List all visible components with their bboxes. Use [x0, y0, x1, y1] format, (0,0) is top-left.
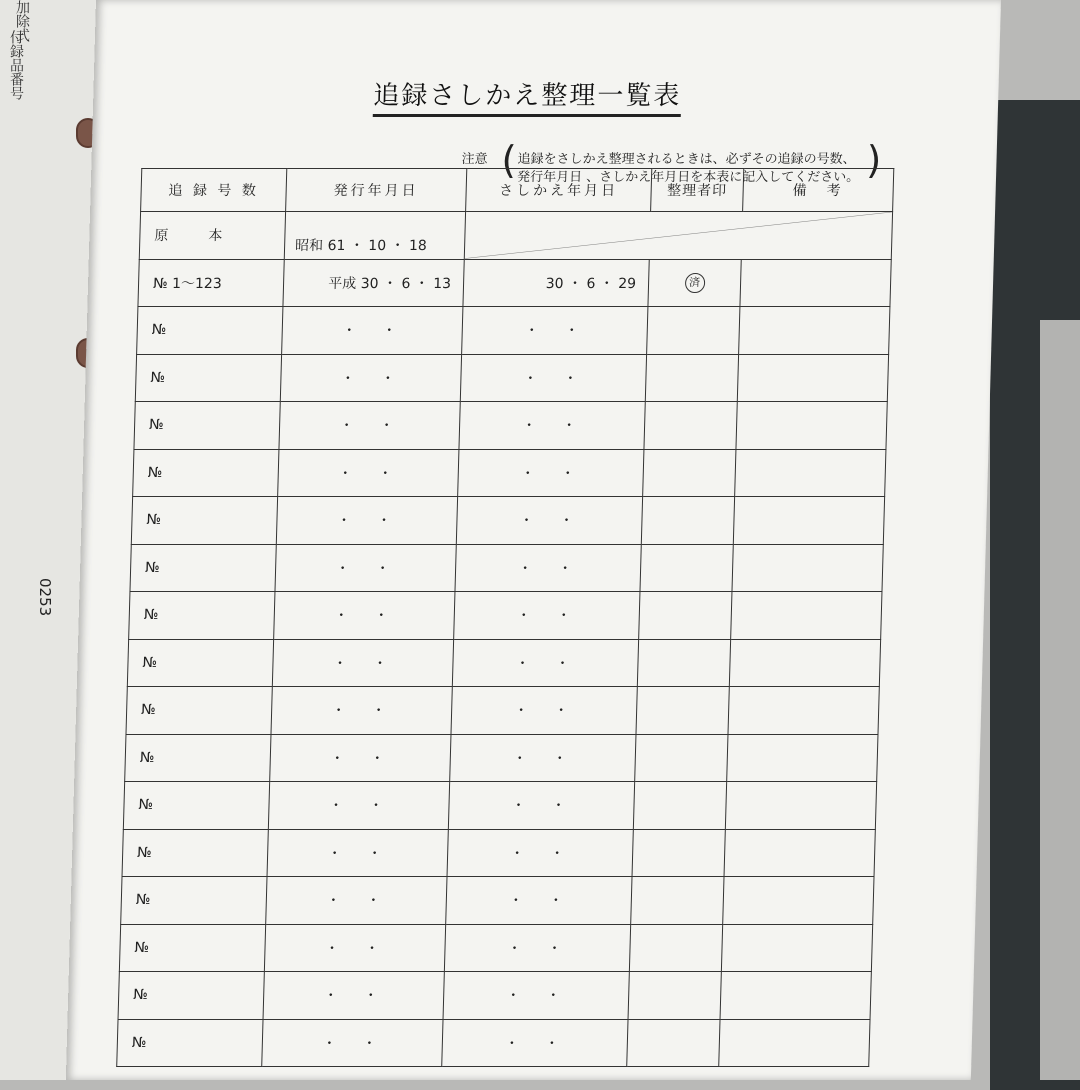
row-no[interactable]: №	[133, 449, 279, 497]
first-row-no[interactable]: № 1〜123	[138, 259, 284, 307]
table-row	[119, 924, 872, 972]
left-page-text-2: 付録品番号	[8, 30, 24, 100]
row-issue-date[interactable]: ・ ・	[268, 782, 449, 830]
row-stamp[interactable]	[641, 497, 734, 545]
row-replace-date[interactable]: ・ ・	[451, 687, 637, 735]
row-no[interactable]: №	[135, 354, 281, 402]
first-row-stamp-cell[interactable]	[648, 259, 741, 307]
row-replace-date[interactable]: ・ ・	[447, 829, 633, 877]
row-remarks[interactable]	[728, 687, 879, 735]
row-no[interactable]: №	[123, 782, 269, 830]
row-replace-date[interactable]: ・ ・	[458, 449, 644, 497]
left-page-text-1: 加除式	[14, 0, 30, 42]
table-row	[129, 592, 882, 640]
row-issue-date[interactable]: ・ ・	[279, 402, 460, 450]
row-stamp[interactable]	[636, 687, 729, 735]
row-stamp[interactable]	[629, 924, 722, 972]
diagonal-line	[465, 212, 892, 259]
row-stamp[interactable]	[640, 544, 733, 592]
note-line-1: 追録をさしかえ整理されるときは、必ずその追録の号数、	[517, 152, 856, 167]
row-replace-date[interactable]: ・ ・	[455, 544, 641, 592]
row-remarks[interactable]	[719, 1019, 870, 1067]
table-row	[133, 449, 886, 497]
header-issue-date: 発行年月日	[286, 169, 467, 212]
row-no[interactable]: №	[134, 402, 280, 450]
table-row	[131, 497, 884, 545]
row-replace-date[interactable]: ・ ・	[454, 592, 640, 640]
note-line-2: 発行年月日 、さしかえ年月日を本表に記入してください。	[516, 170, 860, 185]
table-row	[135, 354, 888, 402]
row-remarks[interactable]	[732, 544, 883, 592]
original-label: 原 本	[139, 212, 285, 260]
row-remarks[interactable]	[723, 877, 874, 925]
table-row-first	[138, 259, 891, 307]
row-issue-date[interactable]: ・ ・	[275, 544, 456, 592]
row-replace-date[interactable]: ・ ・	[450, 734, 636, 782]
row-remarks[interactable]	[720, 972, 871, 1020]
row-remarks[interactable]	[737, 354, 888, 402]
table-row	[117, 1019, 870, 1067]
note-paren-right: )	[865, 138, 882, 182]
row-stamp[interactable]	[633, 782, 726, 830]
note-paren-left: (	[500, 138, 517, 182]
row-stamp[interactable]	[647, 307, 740, 355]
row-replace-date[interactable]: ・ ・	[456, 497, 642, 545]
header-stamp: 整理者印	[651, 169, 744, 212]
row-issue-date[interactable]: ・ ・	[271, 687, 452, 735]
row-no[interactable]: №	[117, 1019, 263, 1067]
stamp-seal: 済	[684, 273, 705, 293]
row-replace-date[interactable]: ・ ・	[443, 972, 629, 1020]
row-remarks[interactable]	[727, 734, 878, 782]
row-stamp[interactable]	[644, 402, 737, 450]
original-issue-date-cell[interactable]	[284, 212, 465, 260]
row-stamp[interactable]	[632, 829, 725, 877]
first-row-issue-date[interactable]: 平成 30 ・ 6 ・ 13	[283, 259, 464, 307]
row-issue-date[interactable]: ・ ・	[278, 449, 459, 497]
row-issue-date[interactable]: ・ ・	[266, 877, 447, 925]
table-row	[137, 307, 890, 355]
row-issue-date[interactable]: ・ ・	[282, 307, 463, 355]
original-issue-date: 昭和 61 ・ 10 ・ 18	[294, 237, 428, 254]
table-row	[127, 639, 880, 687]
row-issue-date[interactable]: ・ ・	[280, 354, 461, 402]
row-no[interactable]: №	[119, 924, 265, 972]
table-row	[125, 734, 878, 782]
row-replace-date[interactable]: ・ ・	[446, 877, 632, 925]
row-replace-date[interactable]: ・ ・	[459, 402, 645, 450]
row-stamp[interactable]	[628, 972, 721, 1020]
row-remarks[interactable]	[733, 497, 884, 545]
row-replace-date[interactable]: ・ ・	[442, 1019, 628, 1067]
row-no[interactable]: №	[137, 307, 283, 355]
row-remarks[interactable]	[721, 924, 872, 972]
row-stamp[interactable]	[627, 1019, 720, 1067]
row-no[interactable]: №	[127, 639, 273, 687]
row-stamp[interactable]	[631, 877, 724, 925]
table-row	[134, 402, 887, 450]
row-issue-date[interactable]: ・ ・	[262, 1019, 443, 1067]
row-stamp[interactable]	[637, 639, 730, 687]
first-row-remarks[interactable]	[740, 259, 891, 307]
note-label: 注意	[461, 152, 488, 167]
row-stamp[interactable]	[643, 449, 736, 497]
row-no[interactable]: №	[118, 972, 264, 1020]
row-issue-date[interactable]: ・ ・	[263, 972, 444, 1020]
row-issue-date[interactable]: ・ ・	[270, 734, 451, 782]
table-row	[130, 544, 883, 592]
row-remarks[interactable]	[725, 782, 876, 830]
row-issue-date[interactable]: ・ ・	[272, 639, 453, 687]
table-row	[118, 972, 871, 1020]
row-stamp[interactable]	[635, 734, 728, 782]
row-remarks[interactable]	[731, 592, 882, 640]
row-remarks[interactable]	[736, 402, 887, 450]
row-no[interactable]: №	[131, 497, 277, 545]
row-issue-date[interactable]: ・ ・	[264, 924, 445, 972]
table-row	[126, 687, 879, 735]
row-issue-date[interactable]: ・ ・	[274, 592, 455, 640]
row-issue-date[interactable]: ・ ・	[267, 829, 448, 877]
first-row-replace-date[interactable]: 30 ・ 6 ・ 29	[463, 259, 649, 307]
row-remarks[interactable]	[724, 829, 875, 877]
table-row-original	[139, 212, 892, 260]
row-remarks[interactable]	[729, 639, 880, 687]
row-stamp[interactable]	[645, 354, 738, 402]
row-replace-date[interactable]: ・ ・	[460, 354, 646, 402]
table-row	[121, 877, 874, 925]
row-no[interactable]: №	[122, 829, 268, 877]
row-replace-date[interactable]: ・ ・	[448, 782, 634, 830]
row-remarks[interactable]	[739, 307, 890, 355]
row-replace-date[interactable]: ・ ・	[444, 924, 630, 972]
row-stamp[interactable]	[639, 592, 732, 640]
header-replace-date: さしかえ年月日	[466, 169, 652, 212]
page-number: 0253	[36, 578, 54, 617]
row-issue-date[interactable]: ・ ・	[276, 497, 457, 545]
diagonal-cell	[464, 212, 892, 260]
row-no[interactable]: №	[130, 544, 276, 592]
header-supplement-no: 追 録 号 数	[141, 169, 287, 212]
row-remarks[interactable]	[735, 449, 886, 497]
header-remarks: 備 考	[743, 169, 894, 212]
row-no[interactable]: №	[129, 592, 275, 640]
table-row	[123, 782, 876, 830]
table-header-row	[141, 169, 894, 212]
supplement-table	[116, 168, 894, 1067]
row-no[interactable]: №	[121, 877, 267, 925]
row-no[interactable]: №	[125, 734, 271, 782]
background-surface	[1040, 320, 1080, 1080]
page-title: 追録さしかえ整理一覧表	[373, 75, 682, 117]
row-replace-date[interactable]: ・ ・	[452, 639, 638, 687]
row-no[interactable]: №	[126, 687, 272, 735]
table-row	[122, 829, 875, 877]
form-page	[66, 0, 1001, 1080]
row-replace-date[interactable]: ・ ・	[462, 307, 648, 355]
